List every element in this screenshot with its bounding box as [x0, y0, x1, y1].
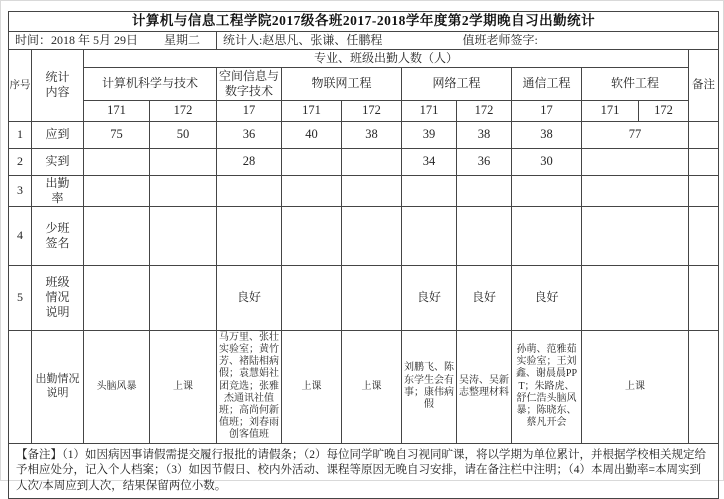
seq-cell: [9, 330, 32, 443]
class-header: 171: [84, 100, 150, 121]
data-cell: [150, 206, 217, 265]
data-cell: 吴涛、吴新志整理材料: [457, 330, 512, 443]
attendance-table: [8, 11, 719, 499]
col-header-content: 统计内容: [32, 49, 84, 121]
class-header: 17: [217, 100, 282, 121]
class-header: 172: [150, 100, 217, 121]
data-cell: 良好: [217, 265, 282, 330]
data-cell: 38: [342, 121, 402, 148]
data-cell: 刘鹏飞、陈东学生会有事；康伟病假: [402, 330, 457, 443]
remark-cell: [689, 148, 719, 175]
row-label-signature: 少班签名: [32, 206, 84, 265]
data-cell: 良好: [457, 265, 512, 330]
data-cell: 上课: [282, 330, 342, 443]
time-field: [9, 31, 217, 49]
col-header-seq: 序号: [9, 49, 32, 121]
major-header-software: 软件工程: [582, 67, 689, 100]
data-cell: 36: [457, 148, 512, 175]
data-cell: 28: [217, 148, 282, 175]
major-header-comm: 通信工程: [512, 67, 582, 100]
group-header: 专业、班级出勤人数（人）: [84, 49, 689, 67]
major-header-network: 网络工程: [402, 67, 512, 100]
data-cell: [84, 148, 150, 175]
remark-cell: [689, 175, 719, 206]
data-cell: 38: [512, 121, 582, 148]
data-cell: 34: [402, 148, 457, 175]
data-cell: [582, 175, 689, 206]
data-cell: 36: [217, 121, 282, 148]
data-cell: [342, 148, 402, 175]
major-header-iot: 物联网工程: [282, 67, 402, 100]
data-cell: [342, 206, 402, 265]
class-header: 171: [582, 100, 639, 121]
seq-cell: 4: [9, 206, 32, 265]
weekday-value: 星期二: [164, 32, 201, 47]
data-cell: [84, 206, 150, 265]
data-cell: 75: [84, 121, 150, 148]
data-cell: 39: [402, 121, 457, 148]
data-cell: [342, 175, 402, 206]
data-cell: [217, 206, 282, 265]
data-cell: [457, 175, 512, 206]
class-header: 171: [402, 100, 457, 121]
remark-cell: [689, 265, 719, 330]
data-cell: 38: [457, 121, 512, 148]
class-header: 172: [457, 100, 512, 121]
time-value: 时间：2018 年 5月 29日: [15, 32, 139, 47]
data-cell: [512, 206, 582, 265]
data-cell: [457, 206, 512, 265]
remark-cell: [689, 206, 719, 265]
data-cell: [402, 175, 457, 206]
data-cell: [582, 148, 689, 175]
footnote-text: 【备注】（1）如因病因事请假需提交履行报批的请假条；（2）每位同学旷晚自习视同旷课，将以学期为单位累计，并根据学校相关规定给予相应处分，记入个人档案；（3）如因节假日、校内外活动、课程等原因无晚自习安排，请在备注栏中注明；（4）本周出勤率=本周实到人次/本周应到人次，结果保留两位小数。: [9, 443, 719, 499]
row-label-expected: 应到: [32, 121, 84, 148]
teacher-signature-field: 值班老师签字:: [457, 31, 719, 49]
recorder-field: 统计人:赵思凡、张谦、任鹏程: [217, 31, 457, 49]
seq-cell: 5: [9, 265, 32, 330]
data-cell: [282, 175, 342, 206]
data-cell: 孙萌、范雅茹实验室；王刘鑫、谢晨晨PPT；朱路虎、舒仁浩头脑风暴；陈晓东、蔡凡开会: [512, 330, 582, 443]
remark-cell: [689, 121, 719, 148]
data-cell: [150, 148, 217, 175]
data-cell: [582, 265, 689, 330]
data-cell: 上课: [342, 330, 402, 443]
data-cell: [150, 175, 217, 206]
seq-cell: 3: [9, 175, 32, 206]
data-cell: 30: [512, 148, 582, 175]
seq-cell: 2: [9, 148, 32, 175]
data-cell: [402, 206, 457, 265]
data-cell: [342, 265, 402, 330]
major-header-cs: 计算机科学与技术: [84, 67, 217, 100]
col-header-remark: 备注: [689, 49, 719, 121]
seq-cell: 1: [9, 121, 32, 148]
data-cell: [282, 148, 342, 175]
class-header: 172: [342, 100, 402, 121]
page-title: 计算机与信息工程学院2017级各班2017-2018学年度第2学期晚自习出勤统计: [9, 12, 719, 32]
data-cell: 40: [282, 121, 342, 148]
row-label-class-status: 班级情况说明: [32, 265, 84, 330]
data-cell: [582, 206, 689, 265]
data-cell: [512, 175, 582, 206]
row-label-rate: 出勤率: [32, 175, 84, 206]
major-header-spatial: 空间信息与数字技术: [217, 67, 282, 100]
data-cell: 良好: [402, 265, 457, 330]
data-cell: [217, 175, 282, 206]
row-label-attendance-notes: 出勤情况说明: [32, 330, 84, 443]
data-cell: [150, 265, 217, 330]
data-cell: [84, 265, 150, 330]
data-cell: 头脑风暴: [84, 330, 150, 443]
class-header: 171: [282, 100, 342, 121]
data-cell: 50: [150, 121, 217, 148]
data-cell: 上课: [582, 330, 689, 443]
class-header: 172: [639, 100, 689, 121]
data-cell: 马万里、张壮实验室；黄竹芳、褚陆相病假；袁慧娟社团竞选；张雅杰通讯社值班；高尚何新值班；刘春雨创客值班: [217, 330, 282, 443]
row-label-actual: 实到: [32, 148, 84, 175]
data-cell: [282, 265, 342, 330]
data-cell: 良好: [512, 265, 582, 330]
data-cell: [282, 206, 342, 265]
data-cell: [84, 175, 150, 206]
data-cell: 77: [582, 121, 689, 148]
remark-cell: [689, 330, 719, 443]
class-header: 17: [512, 100, 582, 121]
data-cell: 上课: [150, 330, 217, 443]
